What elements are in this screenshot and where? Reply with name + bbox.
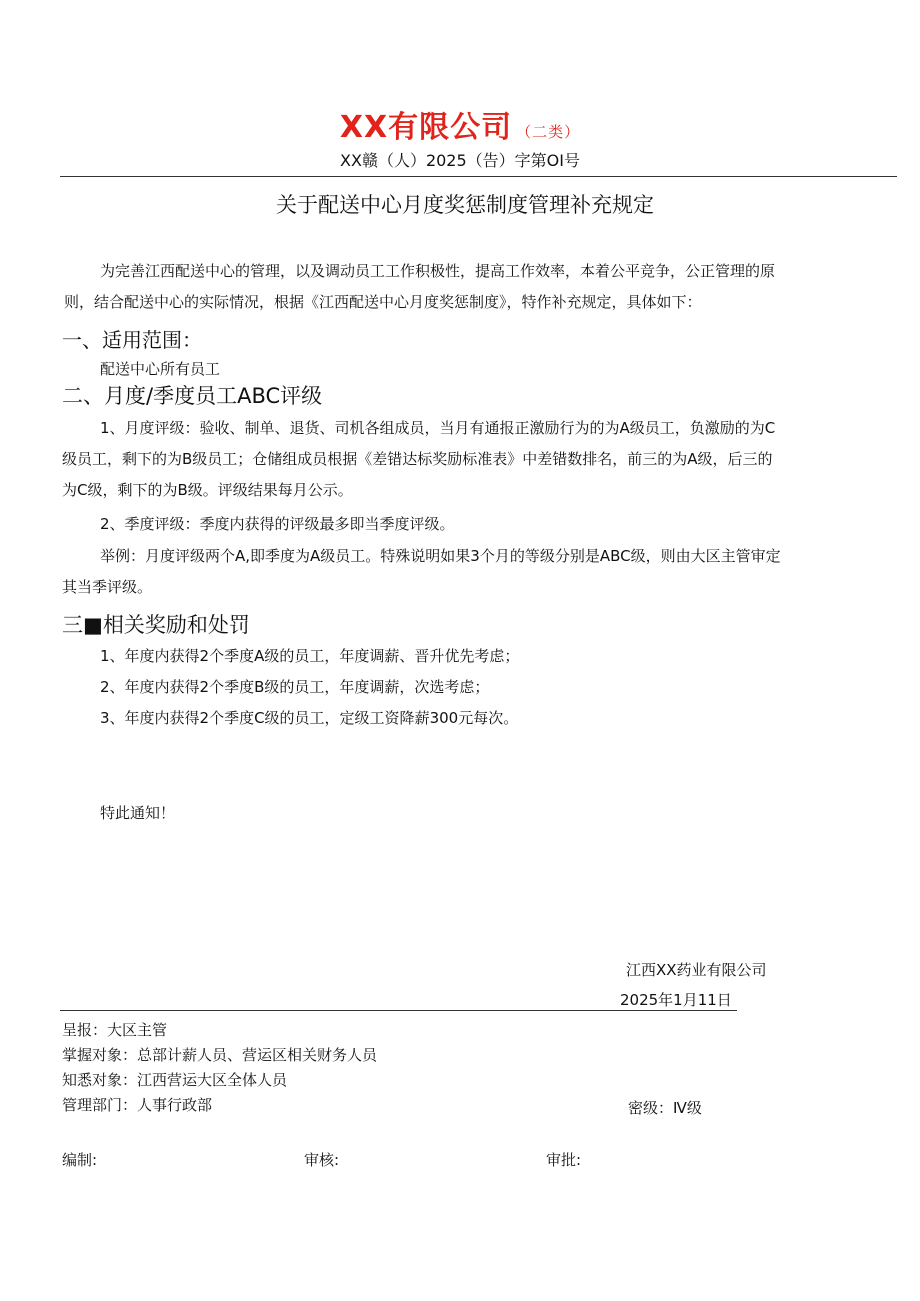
example-line-2: 其当季评级。 — [62, 578, 153, 596]
reviewer-signature-label: 审核: — [304, 1151, 340, 1169]
intro-line-1: 为完善江西配送中心的管理，以及调动员工工作积极性，提高工作效率，本着公平竞争，公正管理的原 — [100, 262, 776, 280]
reward-item-2: 2、年度内获得2个季度B级的员工，年度调薪，次选考虑； — [100, 678, 490, 696]
reward-item-1: 1、年度内获得2个季度A级的员工，年度调薪、晋升优先考虑； — [100, 647, 520, 665]
section1-heading: 一、适用范围： — [62, 328, 202, 352]
section1-content: 配送中心所有员工 — [100, 360, 221, 378]
monthly-rating-line-1: 1、月度评级：验收、制单、退货、司机各组成员，当月有通报正激励行为的为A级员工，负激励的为C — [100, 419, 776, 437]
section2-heading: 二、月度/季度员工ABC评级 — [62, 384, 323, 408]
section3-heading: 三■相关奖励和处罚 — [62, 613, 250, 637]
document-title: 关于配送中心月度奖惩制度管理补充规定 — [276, 193, 654, 217]
company-header — [0, 108, 920, 152]
monthly-rating-line-3: 为C级，剩下的为B级。评级结果每月公示。 — [62, 481, 353, 499]
issuer-name: 江西XX药业有限公司 — [626, 961, 767, 979]
handler-targets: 掌握对象：总部计薪人员、营运区相关财务人员 — [62, 1046, 378, 1064]
footer-divider — [60, 1010, 737, 1011]
notice-text: 特此通知！ — [100, 804, 176, 822]
classification-label: （二类） — [516, 123, 581, 141]
monthly-rating-line-2: 级员工，剩下的为B级员工；仓储组成员根据《差错达标奖励标准表》中差错数排名，前三的为A级，后三的 — [62, 450, 773, 468]
report-to: 呈报：大区主管 — [62, 1021, 168, 1039]
issue-date: 2025年1月11日 — [620, 991, 732, 1009]
editor-signature-label: 编制: — [62, 1151, 98, 1169]
informed-targets: 知悉对象：江西营运大区全体人员 — [62, 1071, 288, 1089]
example-line-1: 举例：月度评级两个A,即季度为A级员工。特殊说明如果3个月的等级分别是ABC级，则由大区主管审定 — [100, 547, 781, 565]
quarterly-rating: 2、季度评级：季度内获得的评级最多即当季度评级。 — [100, 515, 455, 533]
approver-signature-label: 审批: — [546, 1151, 582, 1169]
reward-item-3: 3、年度内获得2个季度C级的员工，定级工资降薪300元每次。 — [100, 709, 519, 727]
header-divider — [60, 176, 897, 177]
company-name: XX有限公司 — [339, 110, 513, 145]
secrecy-level: 密级：Ⅳ级 — [628, 1099, 702, 1117]
intro-line-2: 则，结合配送中心的实际情况，根据《江西配送中心月度奖惩制度》，特作补充规定，具体如下： — [64, 293, 702, 311]
document-number: XX赣（人）2025（告）字第OI号 — [340, 151, 580, 170]
managing-department: 管理部门：人事行政部 — [62, 1096, 213, 1114]
